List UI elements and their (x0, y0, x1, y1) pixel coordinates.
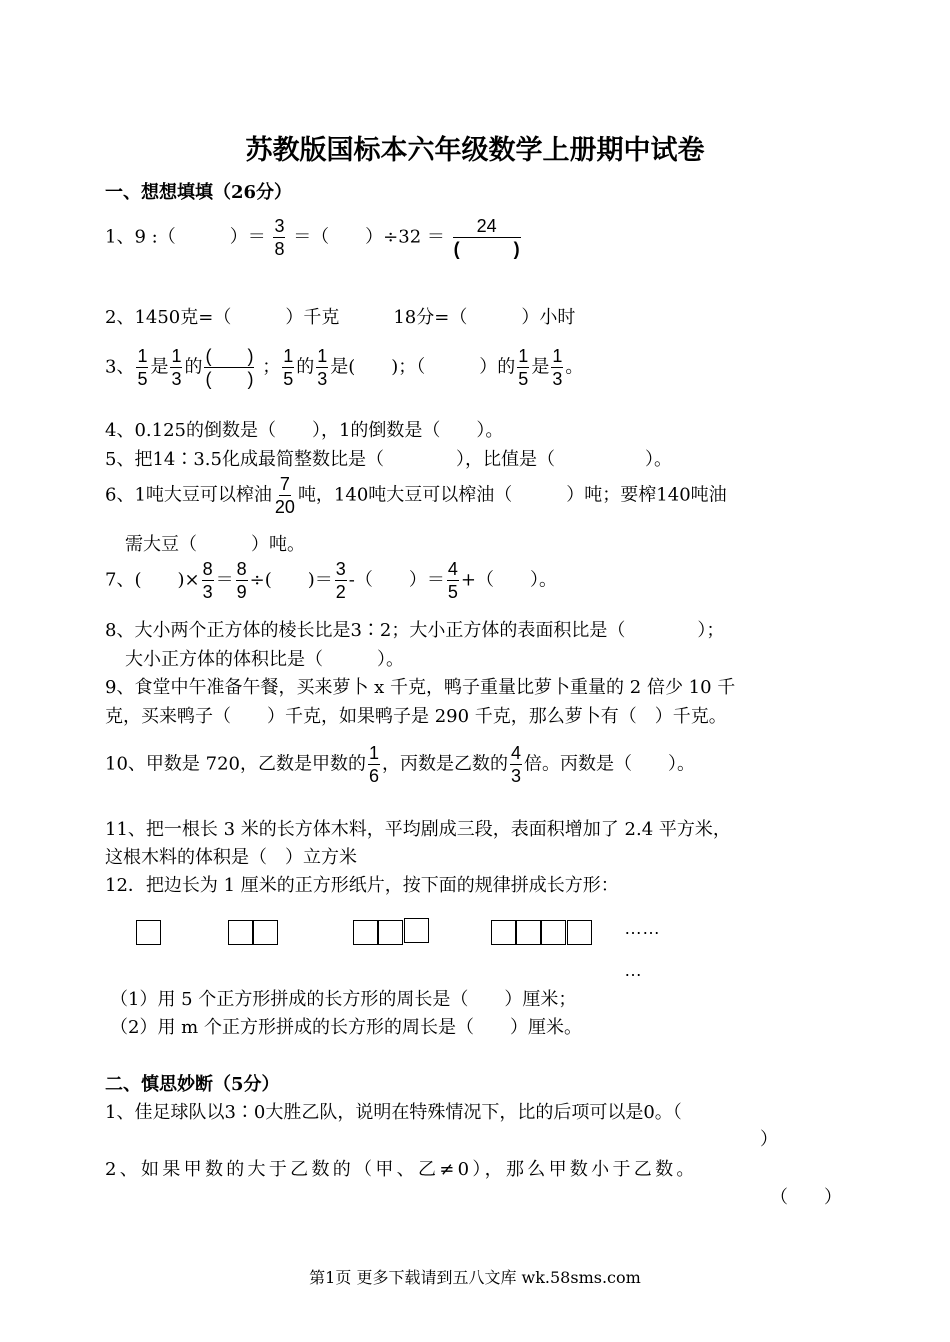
square (228, 920, 253, 945)
square (404, 918, 429, 943)
square (353, 920, 378, 945)
page-footer: 第1页 更多下载请到五八文库 wk.58sms.com (309, 1268, 641, 1287)
question-8: 8、大小两个正方体的棱长比是3∶2；大小正方体的表面积比是（ ）； (105, 620, 725, 641)
square (253, 920, 278, 945)
square (567, 920, 592, 945)
question-9: 9、食堂中午准备午餐，买来萝卜 x 千克，鸭子重量比萝卜重量的 2 倍少 10 千 (105, 677, 736, 698)
question-12-part-1: （1）用 5 个正方形拼成的长方形的周长是（ ）厘米； (110, 989, 577, 1010)
question-2: 2、1450克=（ ）千克 18分=（ ）小时 (105, 307, 576, 328)
square (541, 920, 566, 945)
question-3: 3、 $\frac{1}{5}$ 是 $\frac{1}{3}$ 的 $\frac{( )}{( )}$ ； $\frac{1}{5}$ 的 $\frac{1}{3}$ 是( )；（ ）的 $\frac{1}{5}$ 是 $\frac{1}{3}$ 。 (105, 346, 584, 389)
judge-2: 2、如果甲数的大于乙数的（甲、乙≠0），那么甲数小于乙数。 (105, 1159, 698, 1180)
question-9-cont: 克，买来鸭子（ ）千克，如果鸭子是 290 千克，那么萝卜有（ ）千克。 (105, 706, 727, 727)
question-10: 10、甲数是 720，乙数是甲数的 $\frac{1}{6}$ ，丙数是乙数的 $\frac{4}{3}$ 倍。丙数是（ ）。 (105, 743, 696, 786)
section-heading-1: 一、想想填填（26分） (105, 182, 293, 203)
page-title: 苏教版国标本六年级数学上册期中试卷 (245, 135, 705, 166)
question-8-cont: 大小正方体的体积比是（ ）。 (125, 649, 404, 670)
question-12-part-2: （2）用 m 个正方形拼成的长方形的周长是（ ）厘米。 (110, 1017, 582, 1038)
ellipsis-2: … (624, 960, 642, 980)
question-12: 12．把边长为 1 厘米的正方形纸片，按下面的规律拼成长方形： (105, 875, 619, 896)
judge-1-bracket: ） (760, 1129, 778, 1150)
question-6-cont: 需大豆（ ）吨。 (125, 534, 305, 555)
ellipsis: …… (624, 918, 660, 938)
square (491, 920, 516, 945)
judge-2-bracket: （ ） (770, 1187, 842, 1208)
question-11: 11、把一根长 3 米的长方体木料，平均剧成三段，表面积增加了 2.4 平方米， (105, 819, 731, 840)
square (516, 920, 541, 945)
question-1: 1、9 :（ ）＝ $\frac{3}{8}$ ＝（ ）÷32 ＝ $\frac{24}{( )}$ (105, 216, 520, 259)
question-6: 6、1吨大豆可以榨油 $\frac{7}{20}$ 吨，140吨大豆可以榨油（ ）吨；要榨140吨油 (105, 474, 727, 517)
fraction: $\frac{24}{( )}$ (453, 216, 520, 259)
question-7: 7、( )× $\frac{8}{3}$ ＝ $\frac{8}{9}$ ÷( )＝ $\frac{3}{2}$ -（ ）＝ $\frac{4}{5}$ +（ ）。 (105, 559, 557, 602)
question-11-cont: 这根木料的体积是（ ）立方米 (105, 847, 357, 868)
square (136, 920, 161, 945)
judge-1: 1、佳足球队以3∶0大胜乙队，说明在特殊情况下，比的后项可以是0。（ (105, 1102, 682, 1123)
square (378, 920, 403, 945)
fraction: $\frac{3}{8}$ (274, 216, 285, 259)
question-4: 4、0.125的倒数是（ ），1的倒数是（ ）。 (105, 420, 504, 441)
question-5: 5、把14∶3.5化成最简整数比是（ ），比值是（ ）。 (105, 449, 672, 470)
section-heading-2: 二、慎思妙断（5分） (105, 1074, 280, 1095)
